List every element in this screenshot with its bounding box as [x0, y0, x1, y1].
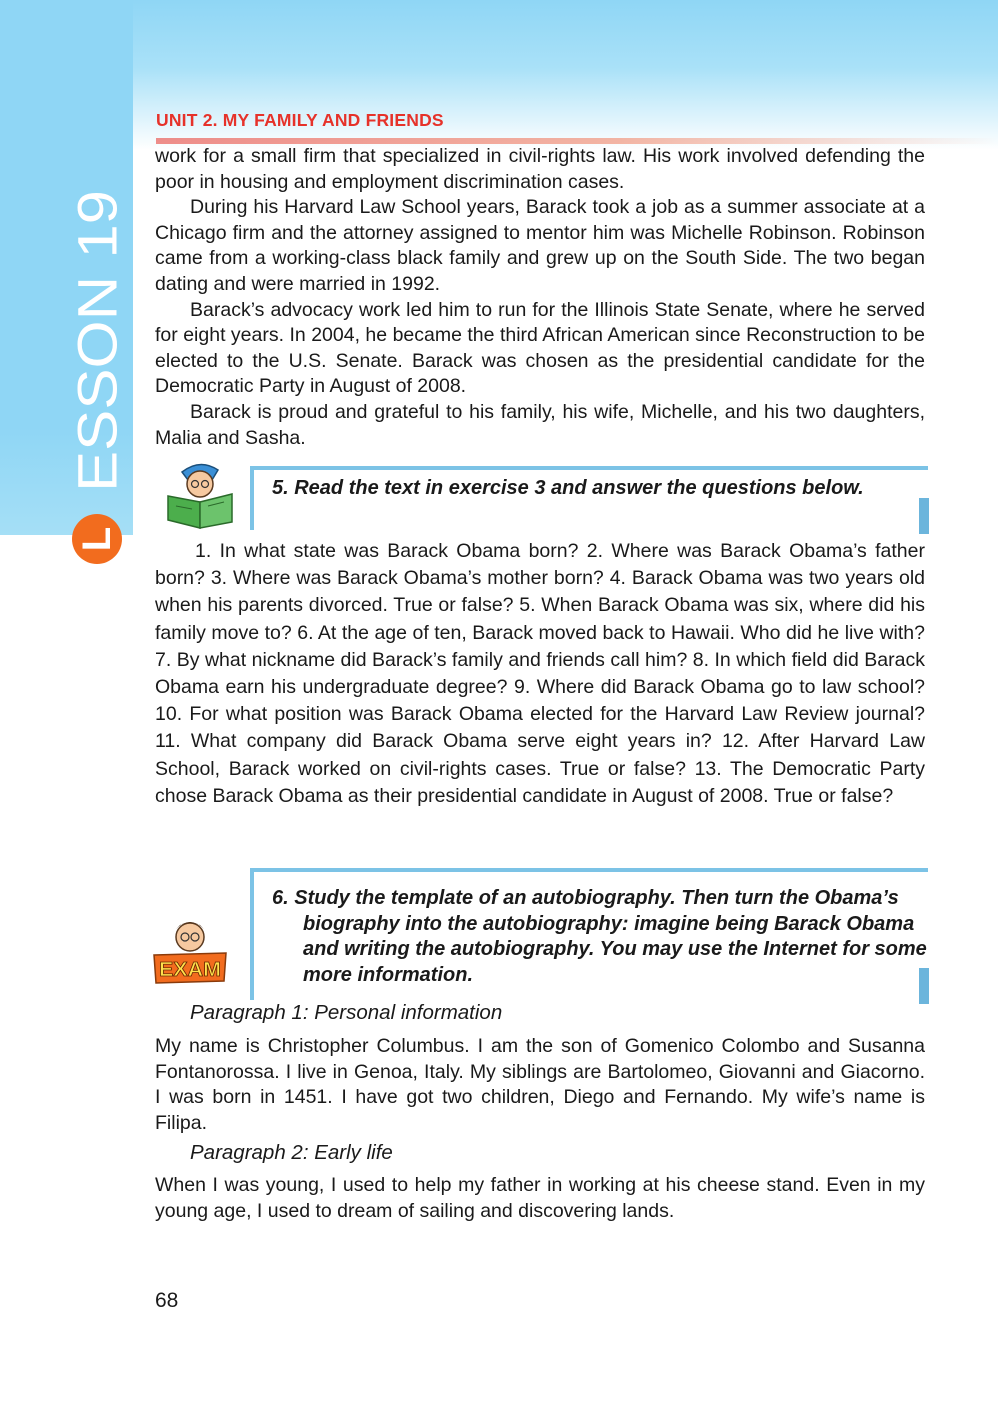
- exercise-6-title: 6. Study the template of an autobiography. Then turn the Obama’s biography into the autobiography: imagine being Barack Obama and writing the autobiography. You may use the Internet for some more information.: [272, 887, 927, 986]
- exercise-5-title: 5. Read the text in exercise 3 and answer the questions below.: [272, 477, 864, 499]
- exercise-6-box: [250, 868, 928, 1000]
- unit-title: UNIT 2. MY FAMILY AND FRIENDS: [156, 110, 444, 130]
- exercise-5-box: [250, 466, 928, 530]
- reading-student-icon: [160, 460, 244, 530]
- intro-paragraph-2: During his Harvard Law School years, Barack took a job as a summer associate at a Chicago firm and the attorney assigned to mentor him was Michelle Robinson. Robinson came from a working-class black family and grew up on the South Side. The two began dating and were married in 1992.: [155, 196, 925, 295]
- intro-paragraph-3: Barack’s advocacy work led him to run for the Illinois State Senate, where he served for eight years. In 2004, he became the third African American since Reconstruction to be elected to the U.S. Senate. Barack was chosen as the presidential candidate for the Democratic Party in August of 2008.: [155, 298, 925, 398]
- exam-badge-icon: [150, 915, 230, 987]
- paragraph-1-heading: Paragraph 1: Personal information: [190, 1001, 503, 1024]
- paragraph-2-heading: Paragraph 2: Early life: [190, 1141, 393, 1164]
- lesson-label: [52, 190, 172, 550]
- paragraph-2-text: When I was young, I used to help my father in working at his cheese stand. Even in my young age, I used to dream of sailing and discovering lands.: [155, 1174, 925, 1222]
- exercise-5-questions: 1. In what state was Barack Obama born? 2. Where was Barack Obama’s father born? 3. Where was Barack Obama’s mother born? 4. Barack Obama was two years old when his parents divorced. True or false? 5. When Barack Obama was six, where did his family move to? 6. At the age of ten, Barack moved back to Hawaii. Who did he live with? 7. By what nickname did Barack’s family and friends call him? 8. In which field did Barack Obama earn his undergraduate degree? 9. Where did Barack Obama go to law school? 10. For what position was Barack Obama elected for the Harvard Law Review journal? 11. What company did Barack Obama serve eight years in? 12. After Harvard Law School, Barack worked on civil-rights cases. True or false? 13. The Democratic Party chose Barack Obama as their presidential candidate in August of 2008. True or false?: [155, 540, 925, 807]
- paragraph-1-text: My name is Christopher Columbus. I am the son of Gomenico Colombo and Susanna Fontanorossa. I live in Genoa, Italy. My siblings are Bartolomeo, Giovanni and Giacorno. I was born in 1451. I have got two children, Diego and Fernando. My wife’s name is Filipa.: [155, 1035, 925, 1134]
- intro-text: [155, 144, 925, 451]
- intro-paragraph-4: Barack is proud and grateful to his family, his wife, Michelle, and his two daughters, Malia and Sasha.: [155, 400, 925, 449]
- exam-label: EXAM: [159, 959, 221, 981]
- intro-paragraph-1: work for a small firm that specialized in civil-rights law. His work involved defending the poor in housing and employment discrimination cases.: [155, 145, 925, 193]
- lesson-initial: L: [75, 526, 119, 552]
- page-number: 68: [155, 1289, 179, 1312]
- lesson-title: ESSON 19: [65, 218, 129, 492]
